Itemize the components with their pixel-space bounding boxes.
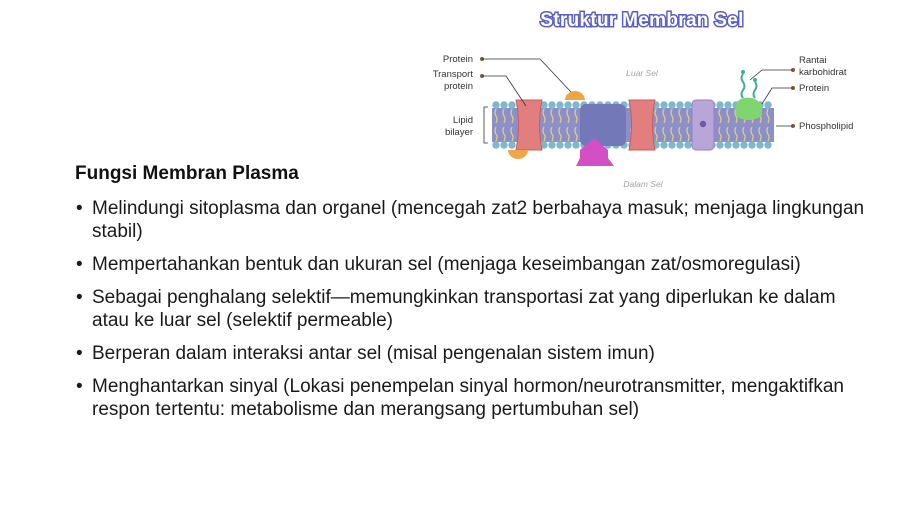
phospholipid-head <box>684 141 691 148</box>
pointer-line-carbohydrate <box>750 70 793 80</box>
phospholipid-head <box>716 141 723 148</box>
bullet-item <box>75 197 865 243</box>
bullet-marker: • <box>76 343 83 364</box>
phospholipid-head <box>764 101 771 108</box>
phospholipid-head <box>564 101 571 108</box>
phospholipid-head <box>492 101 499 108</box>
outside-cell-label: Luar Sel <box>626 68 658 78</box>
transport-protein-center <box>629 100 655 150</box>
phospholipid-head <box>660 141 667 148</box>
phospholipid-head <box>572 141 579 148</box>
phospholipid-head <box>716 101 723 108</box>
peripheral-protein-top <box>565 91 585 100</box>
pointer-line-protein-left <box>482 59 571 92</box>
label-protein-right: Protein <box>799 83 830 94</box>
label-phospholipid: Phospholipid <box>799 121 854 132</box>
phospholipid-head <box>564 141 571 148</box>
bullet-marker: • <box>76 287 83 308</box>
phospholipid-head <box>500 101 507 108</box>
bullet-marker: • <box>76 376 83 397</box>
bullet-item <box>75 342 865 365</box>
phospholipid-head <box>724 101 731 108</box>
bullet-marker: • <box>76 254 83 275</box>
label-lipid-bilayer-line2: bilayer <box>445 127 473 138</box>
phospholipid-head <box>556 101 563 108</box>
phospholipid-head <box>756 141 763 148</box>
lipid-bilayer-bracket <box>484 107 488 143</box>
section-heading: Fungsi Membran Plasma <box>75 163 299 184</box>
transport-protein-left <box>516 100 542 150</box>
inside-cell-label: Dalam Sel <box>623 179 663 189</box>
label-lipid-bilayer-line1: Lipid <box>452 115 473 126</box>
carbohydrate-chain-2 <box>754 82 757 98</box>
bullet-text: Berperan dalam interaksi antar sel (misal pengenalan sistem imun) <box>92 343 655 364</box>
phospholipid-head <box>684 101 691 108</box>
label-carbohydrate-chain-line2: karbohidrat <box>799 67 847 78</box>
bullet-item <box>75 286 865 332</box>
diagram-title: Struktur Membran Sel <box>540 10 744 31</box>
phospholipid-head <box>724 141 731 148</box>
phospholipid-head <box>740 141 747 148</box>
bullet-item <box>75 375 865 421</box>
bullet-item <box>75 253 865 276</box>
bullet-text: Mempertahankan bentuk dan ukuran sel (menjaga keseimbangan zat/osmoregulasi) <box>92 254 801 275</box>
phospholipid-head <box>668 141 675 148</box>
phospholipid-head <box>548 101 555 108</box>
phospholipid-head <box>548 141 555 148</box>
bullet-text: Menghantarkan sinyal (Lokasi penempelan sinyal hormon/neurotransmitter, mengaktifkan respon tertentu: metabolisme dan merangsang pertumbuhan sel) <box>92 376 844 420</box>
phospholipid-head <box>764 141 771 148</box>
phospholipid-head <box>492 141 499 148</box>
phospholipid-head <box>508 141 515 148</box>
bullet-marker: • <box>76 198 83 219</box>
label-carbohydrate-chain-line1: Rantai <box>799 55 827 66</box>
phospholipid-head <box>556 141 563 148</box>
bullet-text: Melindungi sitoplasma dan organel (mencegah zat2 berbahaya masuk; menjaga lingkungan stabil) <box>92 198 865 242</box>
carbohydrate-bead-2 <box>753 78 757 82</box>
label-transport-protein-line1: Transport <box>432 69 473 80</box>
label-transport-protein-line2: protein <box>443 81 473 92</box>
glycoprotein-green <box>736 98 762 120</box>
phospholipid-head <box>676 141 683 148</box>
phospholipid-head <box>668 101 675 108</box>
phospholipid-head <box>748 141 755 148</box>
carbohydrate-chain-1 <box>742 74 745 98</box>
phospholipid-head <box>676 101 683 108</box>
label-protein-left: Protein <box>442 54 473 65</box>
cell-membrane-diagram <box>410 0 900 195</box>
peripheral-protein-bottom-left <box>508 150 528 159</box>
bullet-text: Sebagai penghalang selektif—memungkinkan transportasi zat yang diperlukan ke dalam atau ke luar sel (selektif permeable) <box>92 287 836 331</box>
protein-dot <box>700 121 706 127</box>
phospholipid-head <box>732 141 739 148</box>
central-channel-protein <box>580 104 626 146</box>
function-bullet-list <box>75 197 865 431</box>
phospholipid-head <box>500 141 507 148</box>
phospholipid-head <box>508 101 515 108</box>
carbohydrate-bead-1 <box>741 70 745 74</box>
phospholipid-head <box>660 101 667 108</box>
phospholipid-head <box>572 101 579 108</box>
